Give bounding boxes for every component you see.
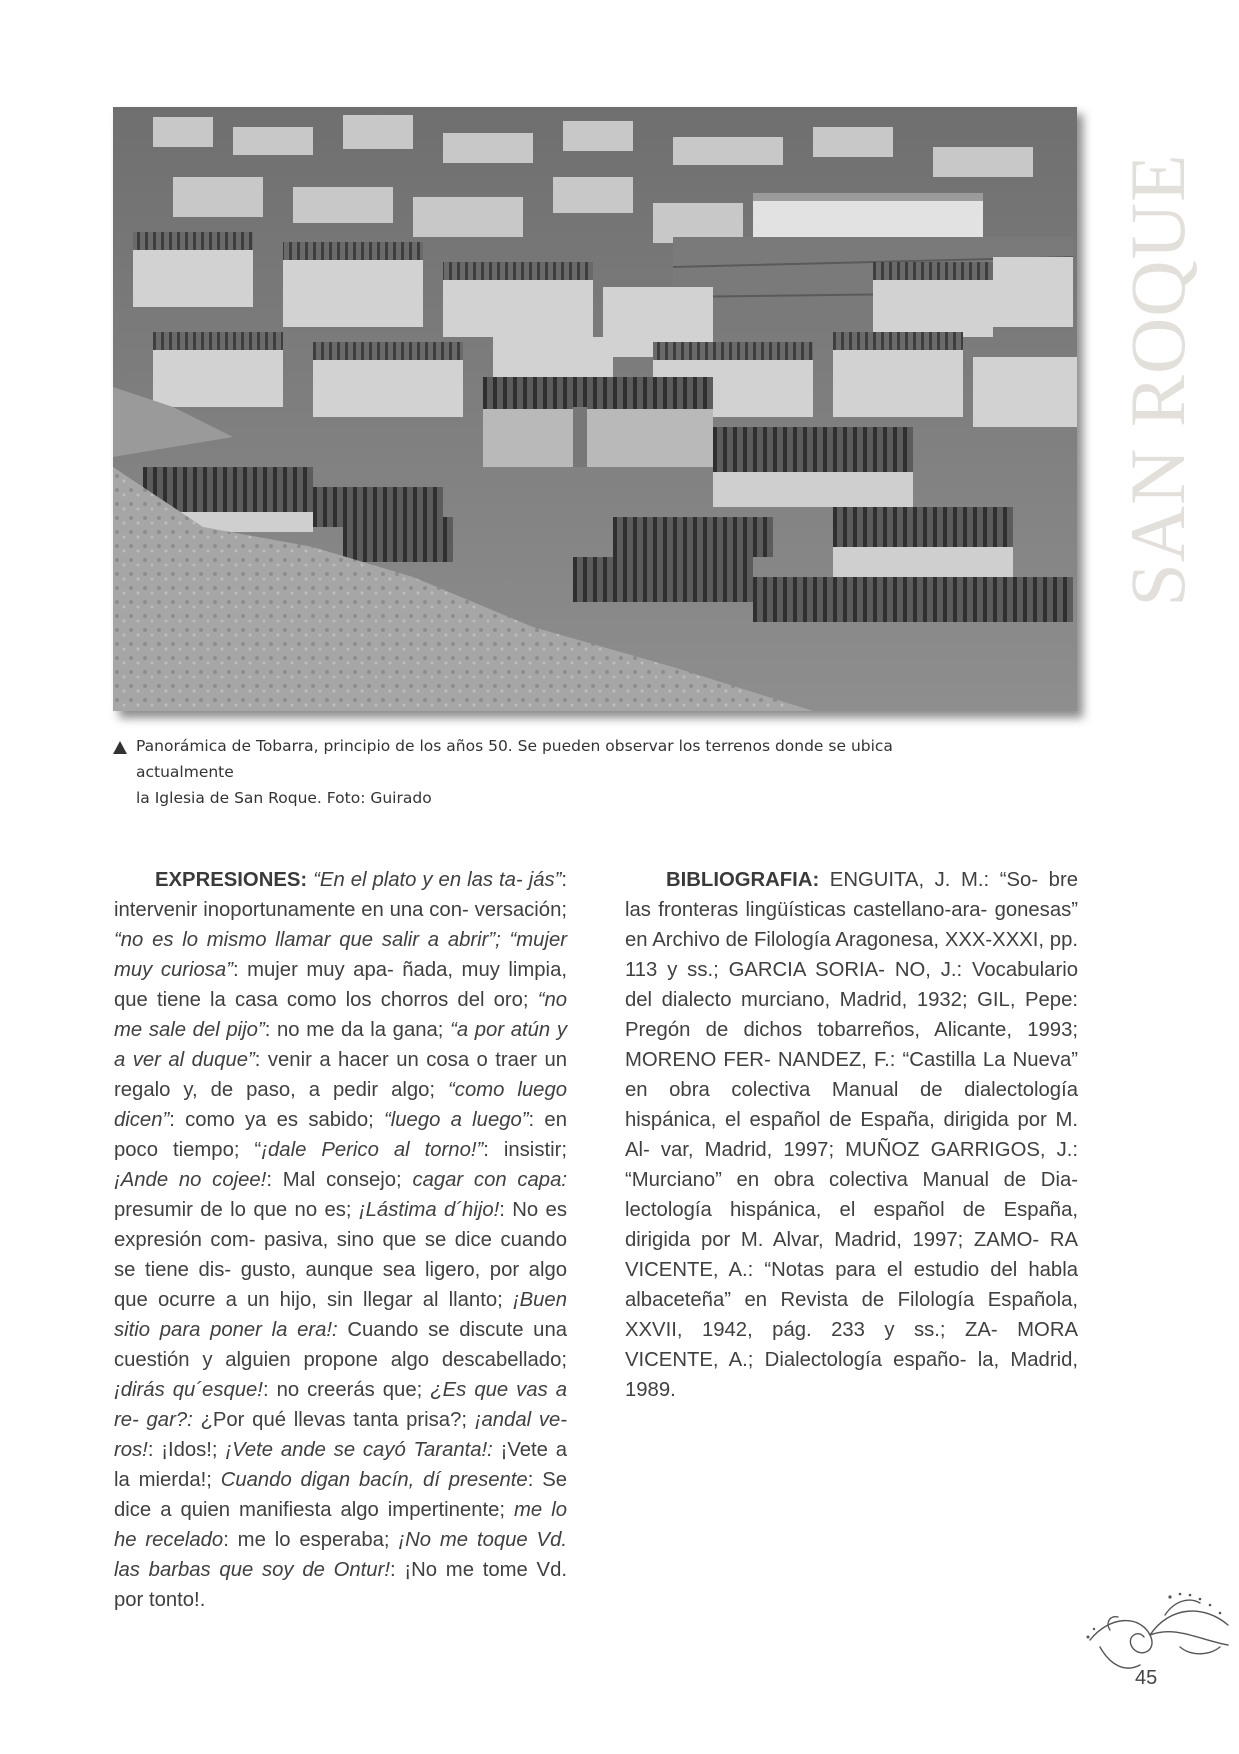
expr-text: : intervenir inoportunamente en una con- (114, 869, 568, 921)
expr-text: Cuando se discute una cuestión (114, 1319, 568, 1371)
expr-text: a la mierda!; (114, 1439, 567, 1491)
bibliografia-heading: BIBLIOGRAFIA: (666, 869, 820, 891)
expr-text: : como ya es (169, 1109, 299, 1131)
expresiones-column (114, 865, 567, 1615)
expr-text: me tome Vd. por tonto!. (114, 1559, 567, 1611)
expresiones-paragraph (114, 865, 567, 1615)
expr-text: a hacer un cosa o traer un regalo y, de paso, (114, 1049, 568, 1101)
expr-text: ¿Es que vas a re- (114, 1379, 568, 1431)
biblio-text: dirigida por M. Alvar, Madrid, 1997; ZAMO- (625, 1229, 1040, 1251)
expresiones-heading: EXPRESIONES: (155, 869, 308, 891)
expr-text: : no me (264, 1019, 335, 1041)
expr-text: : (527, 1469, 534, 1491)
expr-text: da la gana; (341, 1019, 451, 1041)
expr-text: a pedir algo; (308, 1079, 449, 1101)
expr-text: ¡Buen sitio para (114, 1289, 567, 1341)
expr-text: : insistir; (483, 1139, 567, 1161)
expr-text: no es; (294, 1199, 359, 1221)
expr-text: sabido; (308, 1109, 384, 1131)
biblio-text: bre las fronteras lingüísticas castellano-ara- (625, 869, 1078, 921)
biblio-text: var, Madrid, 1997; MUÑOZ GARRIGOS, J.: (660, 1139, 1078, 1161)
expr-text: ros! (114, 1439, 148, 1461)
expr-text: ¡Vete ande se cayó Taranta!: (225, 1439, 493, 1461)
expr-text: chorros del oro; (380, 989, 538, 1011)
expr-text: me lo he recelado (114, 1499, 567, 1551)
expr-text: : mujer muy apa- (232, 959, 394, 981)
expr-text: : venir (254, 1049, 312, 1071)
bibliografia-column (625, 865, 1078, 1405)
expr-text: ¡Vete (492, 1439, 548, 1461)
expr-text: : en poco tiempo; “ (114, 1109, 567, 1161)
expr-text: qu´esque! (172, 1379, 263, 1401)
expr-text: poner la era!: (210, 1319, 338, 1341)
expr-text: a un hijo, sin llegar al llanto; (225, 1289, 513, 1311)
biblio-text: gonesas” en Archivo de Filología Aragonesa, (625, 899, 1078, 951)
expr-text: abrir”; “mujer muy curiosa” (114, 929, 567, 981)
biblio-text: NANDEZ, F.: “Castilla La Nueva” en obra (625, 1049, 1078, 1101)
expr-text: ¡dirás (114, 1379, 165, 1401)
biblio-text: lectología hispánica, el español de España, (625, 1199, 1078, 1221)
expr-text: “no es lo mismo llamar que salir a (114, 929, 440, 951)
biblio-text: habla albaceteña” en Revista de Filología (625, 1259, 1078, 1311)
expr-text: y alguien propone algo descabellado; (202, 1349, 567, 1371)
expr-text: : Mal (266, 1169, 316, 1191)
biblio-text: el español de España, dirigida por M. Al- (625, 1109, 1078, 1161)
triangle-up-icon (113, 741, 127, 754)
expr-text: ¿Por qué llevas tanta prisa?; (192, 1409, 475, 1431)
biblio-text: tobarreños, Alicante, 1993; MORENO FER- (625, 1019, 1078, 1071)
expr-text: ¡No me (398, 1529, 469, 1551)
biblio-text: XXX-XXXI, pp. 113 y ss.; GARCIA SORIA- (625, 929, 1078, 981)
biblio-text: ENGUITA, J. M.: “So- (819, 869, 1039, 891)
bibliografia-paragraph (625, 865, 1078, 1405)
biblio-text: colectiva Manual de dialectología hispánica, (625, 1079, 1078, 1131)
expr-text: “como luego dicen” (114, 1079, 567, 1131)
expr-text: : no creerás que; (262, 1379, 431, 1401)
expr-text: toque Vd. las barbas que soy de Ontur! (114, 1529, 567, 1581)
panorama-photo (113, 107, 1077, 711)
expr-text: gar?: (146, 1409, 193, 1431)
biblio-text: la, Madrid, 1989. (625, 1349, 1079, 1401)
expr-text: jás” (528, 869, 562, 891)
biblio-text: “Murciano” en obra colectiva Manual de Dia- (625, 1169, 1078, 1191)
expr-text: Cuando digan bacín, dí presente (220, 1469, 528, 1491)
expr-text: ¡Lástima d´hijo! (358, 1199, 500, 1221)
expr-text: pasiva, sino que se dice cuando se tiene dis- (114, 1229, 567, 1281)
expr-text: Se dice a quien manifiesta algo impertinente; (114, 1469, 567, 1521)
biblio-text: Española, XXVII, 1942, pág. 233 y ss.; ZA- (625, 1289, 1078, 1341)
expr-text: “En el plato y en las ta- (313, 869, 523, 891)
page-number: 45 (1135, 1667, 1158, 1689)
biblio-text: NO, J.: Vocabulario del dialecto murciano, (625, 959, 1078, 1011)
expr-text: ¡dale (261, 1139, 307, 1161)
expr-text: : me lo esperaba; (223, 1529, 399, 1551)
caption-line-1: Panorámica de Tobarra, principio de los años 50. Se pueden observar los terrenos donde se ubica actualmente (136, 737, 893, 781)
village-panorama-image (113, 107, 1077, 711)
expr-text: “luego a luego” (384, 1109, 529, 1131)
expr-text: consejo; (326, 1169, 413, 1191)
biblio-text: MORA VICENTE, A.; Dialectología españo- (625, 1319, 1078, 1371)
expr-text: gusto, aunque sea ligero, por algo que ocurre (114, 1259, 568, 1311)
expr-text: ¡Ande no cojee! (114, 1169, 267, 1191)
caption-line-2: la Iglesia de San Roque. Foto: Guirado (136, 789, 432, 807)
expr-text: “a por atún y a ver al duque” (114, 1019, 567, 1071)
expr-text: Perico al torno!” (321, 1139, 484, 1161)
expr-text: cagar con capa: (412, 1169, 568, 1191)
photo-caption (113, 733, 933, 811)
expr-text: versación; (474, 899, 567, 921)
expr-text: ñada, muy limpia, que tiene la casa como los (114, 959, 567, 1011)
expr-text: : ¡Idos!; (147, 1439, 226, 1461)
biblio-text: Madrid, 1932; GIL, Pepe: Pregón de dichos (625, 989, 1078, 1041)
expr-text: presumir de lo que (114, 1199, 288, 1221)
section-title-vertical (1114, 110, 1201, 650)
biblio-text: RA VICENTE, A.: “Notas para el estudio del (625, 1229, 1078, 1281)
expr-text: : ¡No (389, 1559, 438, 1581)
expr-text: : No es expresión com- (114, 1199, 567, 1251)
section-title-text: SAN ROQUE (1114, 153, 1201, 607)
expr-text: “no me sale del pijo” (114, 989, 568, 1041)
expr-text: ¡andal ve- (474, 1409, 568, 1431)
